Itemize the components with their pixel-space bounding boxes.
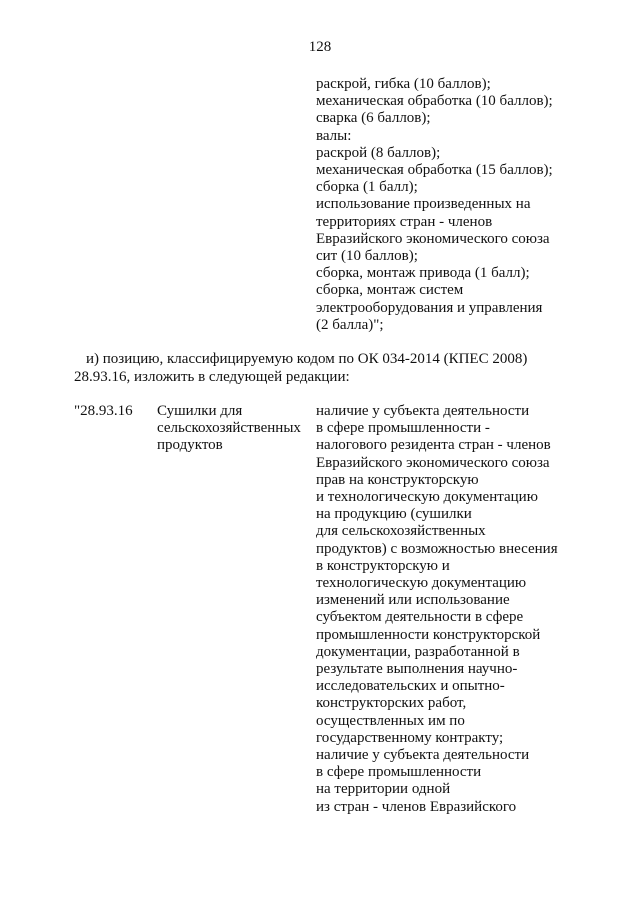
condition-line: документации, разработанной в [316, 643, 520, 660]
condition-line: в сфере промышленности [316, 764, 482, 781]
condition-line: в сфере промышленности - [316, 420, 490, 437]
list-line: Евразийского экономического союза [316, 230, 550, 247]
condition-line: наличие у субъекта деятельности [316, 747, 530, 764]
condition-line: промышленности конструкторской [316, 626, 541, 643]
condition-line: изменений или использование [316, 592, 510, 609]
condition-line: Евразийского экономического союза [316, 454, 550, 471]
list-line: сварка (6 баллов); [316, 110, 431, 127]
amendment-paragraph [74, 350, 527, 386]
condition-line: на продукцию (сушилки [316, 506, 472, 523]
condition-line: исследовательских и опытно- [316, 678, 505, 695]
table-cell-conditions [316, 403, 558, 816]
list-line: сит (10 баллов); [316, 248, 418, 265]
condition-line: государственному контракту; [316, 729, 504, 746]
name-line: Сушилки для [157, 403, 243, 419]
condition-line: налогового резидента стран - членов [316, 437, 551, 454]
list-line: раскрой (8 баллов); [316, 144, 441, 161]
condition-line: для сельскохозяйственных [316, 523, 486, 540]
condition-line: в конструкторскую и [316, 557, 450, 574]
paragraph-line: 28.93.16, изложить в следующей редакции: [74, 369, 350, 385]
list-line: сборка, монтаж систем [316, 282, 464, 299]
condition-line: из стран - членов Евразийского [316, 798, 517, 815]
page-number: 128 [308, 39, 332, 55]
list-line: механическая обработка (10 баллов); [316, 93, 553, 110]
condition-line: и технологическую документацию [316, 489, 538, 506]
list-line: сборка (1 балл); [316, 179, 418, 196]
list-line: механическая обработка (15 баллов); [316, 162, 553, 179]
list-line: электрооборудования и управления [316, 299, 543, 316]
condition-line: продуктов) с возможностью внесения [316, 540, 558, 557]
paragraph-line: и) позицию, классифицируемую кодом по ОК 034-2014 (КПЕС 2008) [86, 351, 528, 367]
condition-line: наличие у субъекта деятельности [316, 403, 530, 419]
condition-line: субъектом деятельности в сфере [316, 609, 524, 626]
condition-line: прав на конструкторскую [316, 471, 479, 488]
table-cell-product-name [157, 403, 301, 455]
list-line: раскрой, гибка (10 баллов); [316, 76, 491, 92]
condition-line: результате выполнения научно- [316, 661, 518, 678]
list-line: использование произведенных на [316, 196, 531, 213]
name-line: сельскохозяйственных [157, 420, 301, 437]
condition-line: технологическую документацию [316, 575, 527, 592]
list-line: сборка, монтаж привода (1 балл); [316, 265, 530, 282]
list-line: (2 балла)"; [316, 316, 384, 333]
table-cell-code: "28.93.16 [74, 403, 133, 419]
continued-criteria-list [316, 76, 553, 334]
condition-line: осуществленных им по [316, 712, 465, 729]
list-line: валы: [316, 127, 352, 144]
name-line: продуктов [157, 437, 223, 454]
condition-line: конструкторских работ, [316, 695, 467, 712]
list-line: территориях стран - членов [316, 213, 493, 230]
condition-line: на территории одной [316, 781, 451, 798]
